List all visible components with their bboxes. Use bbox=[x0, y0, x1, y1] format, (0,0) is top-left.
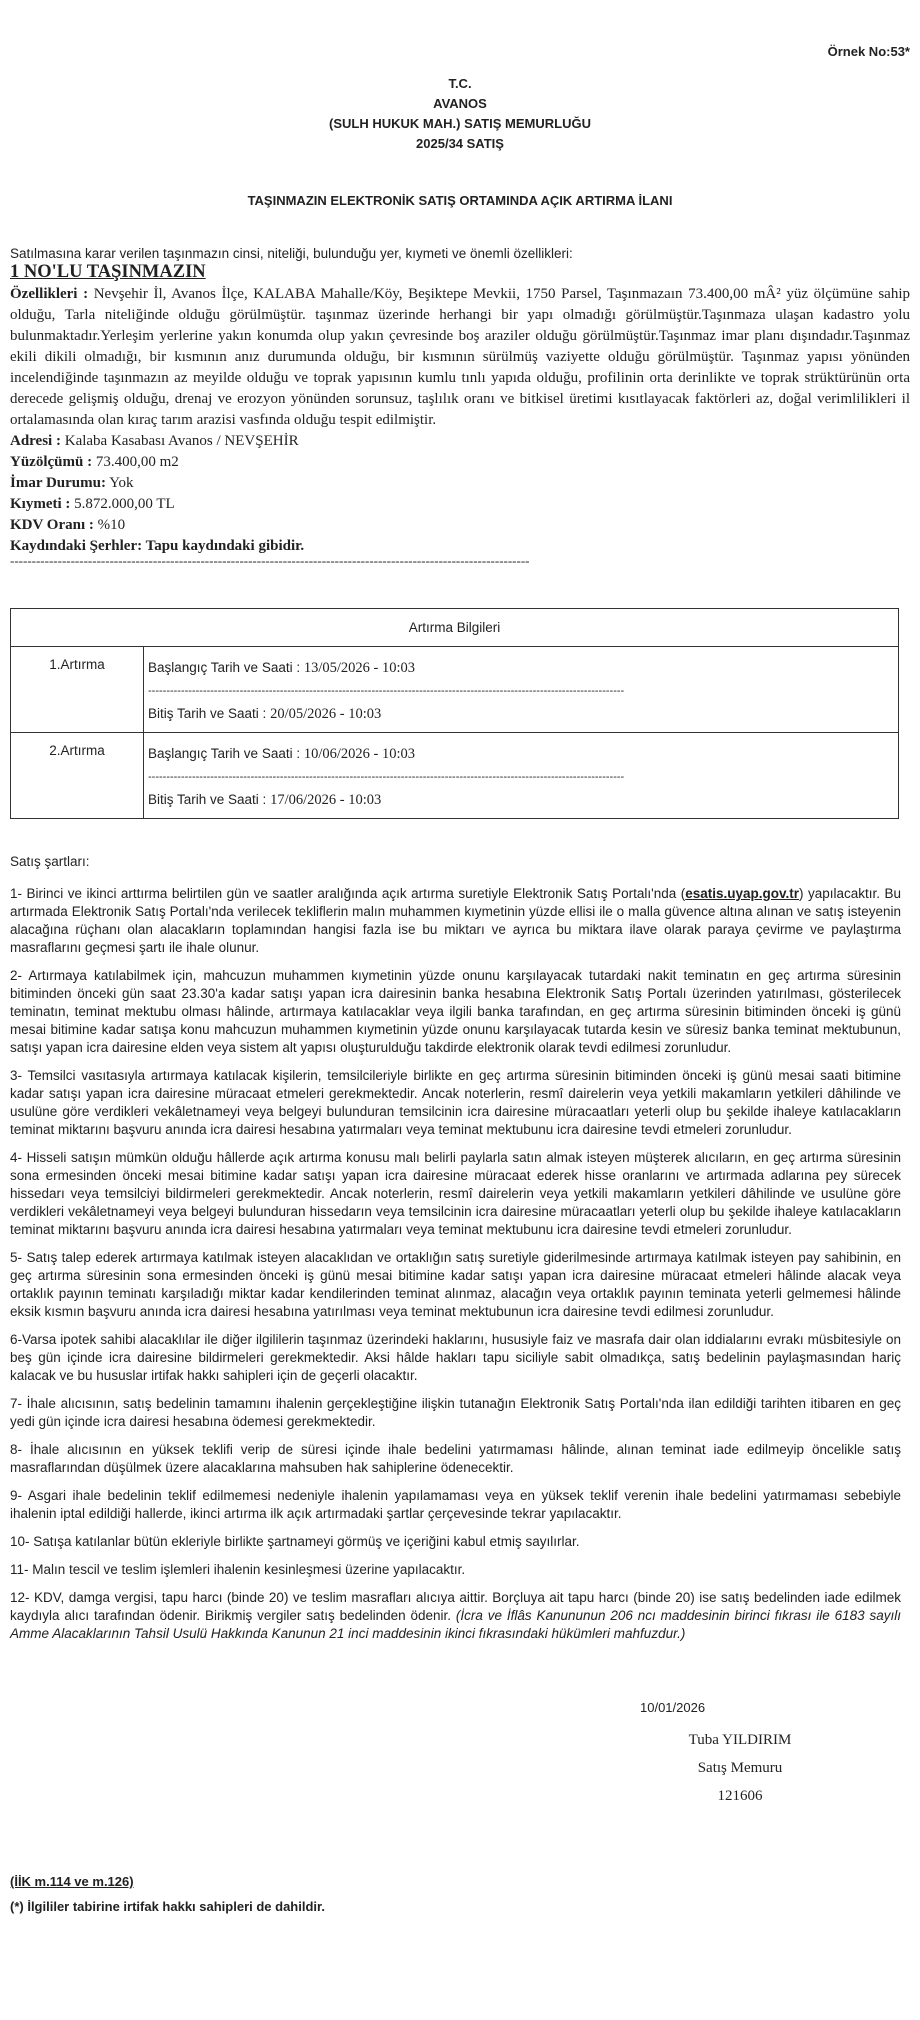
property-details bbox=[10, 284, 910, 557]
property-zoning: İmar Durumu: Yok bbox=[10, 475, 134, 491]
property-features: Özellikleri : Nevşehir İl, Avanos İlçe, KALABA Mahalle/Köy, Beşiktepe Mevkii, 1750 Parsel, Taşınmazaın 73.400,00 mÂ² yüz ölçümüne sahip olduğu, Tarla niteliğinde olduğu görülmüştür. taşınmaz üzerinde herhangi bir yapı olmadığı görülmüştür.Taşınmaza ulaşan kadastro yolu bulunmaktadır.Yerleşim yerlerine yakın konumda olup yakın çevresinde boş araziler olduğu görülmüştür.Taşınmaz imar planı dışındadır.Taşınmaz ekili dikili olmadığı, bir kısmının anız durumunda olduğu, bir kısmının sürülmüş vaziyette olduğu görülmüştür. Taşınmaz yapısı yönünden incelendiğinde taşınmazın az meyilde olduğu ve toprak yapısının kumlu tınlı yapıda olduğu, profilinin orta derinlikte ve toprak strüktürünün orta derecede gelişmiş olduğu, drenaj ve erozyon yönünden sorunsuz, taşlılık oranı ve bitkisel üretimi kısıtlayacak faktörleri az, doğal verimlilikleri il ortalamasında olan kıraç tarım arazisi vasfında olduğu tespit edilmiştir. bbox=[10, 286, 911, 428]
intro-text: Satılmasına karar verilen taşınmazın cinsi, niteliği, bulunduğu yer, kıymeti ve önemli özellikleri: bbox=[10, 246, 573, 261]
term-6: 6-Varsa ipotek sahibi alacaklılar ile diğer ilgililerin taşınmaz üzerindeki haklarını, hususiyle faiz ve masrafa dair olan iddialarını evrakı müsbitesiyle on beş gün içinde icra dairesine bildirmeleri gerekmektedir. Aksi hâlde hakları tapu siciliyle sabit olmadıkça, satış bedelinin paylaşmasından hariç kalacak ve bu hususlar irtifak hakkı sahipleri için de geçerli olacaktır. bbox=[10, 1332, 901, 1383]
document-header bbox=[10, 74, 910, 154]
auction-row bbox=[11, 647, 899, 733]
auction-end: 20/05/2026 - 10:03 bbox=[270, 706, 382, 722]
footer-note: (*) İlgililer tabirine irtifak hakkı sahipleri de dahildir. bbox=[10, 1899, 325, 1914]
auction-separator: ---------------------------------------------------------------------------------------------------------------------------------- bbox=[148, 685, 625, 697]
terms-heading: Satış şartları: bbox=[10, 854, 90, 869]
auction-table bbox=[10, 608, 899, 819]
auction-dates: Başlangıç Tarih ve Saati : 13/05/2026 - 10:03 ---------------------------------------------------------------------------------------------------------------------------------- Bitiş Tarih ve Saati : 20/05/2026 - 10:03 bbox=[144, 647, 899, 733]
header-tc: T.C. bbox=[448, 76, 472, 91]
section-divider: ------------------------------------------------------------------------------------------------------------------------ bbox=[10, 553, 530, 568]
auction-label: 1.Artırma bbox=[11, 647, 144, 733]
header-office: (SULH HUKUK MAH.) SATIŞ MEMURLUĞU bbox=[329, 116, 591, 131]
auction-end: 17/06/2026 - 10:03 bbox=[270, 792, 382, 808]
property-address: Adresi : Kalaba Kasabası Avanos / NEVŞEHİR bbox=[10, 433, 299, 449]
term-9: 9- Asgari ihale bedelinin teklif edilmemesi nedeniyle ihalenin yapılamaması veya en yüksek teklif verenin ihale bedelini yatırmaması sebebiyle ihalenin iptal edildiği hallerde, ikinci artırma ilk açık artırmadaki şartlar çerçevesinde tekrar yapılacaktır. bbox=[10, 1488, 901, 1521]
auction-dates: Başlangıç Tarih ve Saati : 10/06/2026 - 10:03 ---------------------------------------------------------------------------------------------------------------------------------- Bitiş Tarih ve Saati : 17/06/2026 - 10:03 bbox=[144, 733, 899, 819]
term-11: 11- Malın tescil ve teslim işlemleri ihalenin kesinleşmesi üzerine yapılacaktır. bbox=[10, 1562, 466, 1577]
term-3: 3- Temsilci vasıtasıyla artırmaya katılacak kişilerin, temsilcileriyle birlikte en geç artırma süresinin bitiminden önceki iş günü mesai saati bitimine kadar satışı yapan icra dairesine müracaat etmeleri gerekmektedir. Ancak noterlerin, resmî dairelerin veya yetkili makamların yetkileri dâhilinde ve usulüne göre verdikleri vekâletnameyi veya belgeyi bulunduran temsilcinin icra dairesine müracaatları yeterli olup bu şekilde ihaleye katılacakların teminat miktarını başvuru anında icra dairesi hesabına yatırmaları veya teminat mektubunu icra dairesine tevdi etmeleri zorunludur. bbox=[10, 1068, 901, 1137]
signature-date: 10/01/2026 bbox=[640, 1700, 706, 1715]
signer-name: Tuba YILDIRIM bbox=[688, 1732, 792, 1748]
auction-row bbox=[11, 733, 899, 819]
term-12: 12- KDV, damga vergisi, tapu harcı (binde 20) ve teslim masrafları alıcıya aittir. Borçluya ait tapu harcı (binde 20) ise satış bedelinden iade edilmek kaydıyla alıcı tarafından ödenir. Birikmiş vergiler satış bedelinden ödenir. (İcra ve İflâs Kanununun 206 ncı maddesinin birinci fıkrası ile 6183 sayılı Amme Alacaklarının Tahsil Usulü Hakkında Kanunun 21 inci maddesinin ikinci fıkrasındaki hükümleri mahfuzdur.) bbox=[10, 1590, 901, 1641]
property-annotations: Kaydındaki Şerhler: Tapu kaydındaki gibidir. bbox=[10, 538, 305, 554]
term-1: 1- Birinci ve ikinci arttırma belirtilen gün ve saatler aralığında açık artırma suretiyle Elektronik Satış Portalı'nda (esatis.uyap.gov.tr) yapılacaktır. Bu artırmada Elektronik Satış Portalı'nda verilecek tekliflerin malın muhammen kıymetinin yüzde ellisi ile o malla güvence altına alınan ve satış isteyenin alacağına rüçhanı olan alacakların toplamından hangisi fazla ise bu miktarı ve ayrıca bu miktara ilave olarak paraya çevirme ve paylaştırma masraflarını geçmesi şartı ile ihale olunur. bbox=[10, 886, 901, 955]
term-5: 5- Satış talep ederek artırmaya katılmak isteyen alacaklıdan ve ortaklığın satış suretiyle giderilmesinde artırmaya katılmak isteyen pay sahibinin, en geç artırma süresinin sona ermesinden önceki iş günü mesai bitimine kadar satışı yapan icra dairesine müracaat etmeleri hâlinde alacak veya ortaklık payının teminatı karşıladığı miktar kadar kendilerinden teminat alınmaz, alacağın veya ortaklık payının teminata yeterli gelmemesi hâlinde eksik kısmın başvuru anında icra dairesi hesabına yatırılması veya teminat mektubunun icra dairesine tevdi edilmesi zorunludur. bbox=[10, 1250, 901, 1319]
signature-block bbox=[630, 1726, 850, 1810]
announcement-title: TAŞINMAZIN ELEKTRONİK SATIŞ ORTAMINDA AÇIK ARTIRMA İLANI bbox=[247, 193, 673, 208]
header-case-number: 2025/34 SATIŞ bbox=[416, 136, 504, 151]
property-value: Kıymeti : 5.872.000,00 TL bbox=[10, 496, 175, 512]
property-area: Yüzölçümü : 73.400,00 m2 bbox=[10, 454, 179, 470]
sale-terms bbox=[10, 853, 901, 1653]
term-10: 10- Satışa katılanlar bütün ekleriyle birlikte şartnameyi görmüş ve içeriğini kabul etmiş sayılırlar. bbox=[10, 1534, 580, 1549]
auction-start: 13/05/2026 - 10:03 bbox=[303, 660, 416, 676]
header-city: AVANOS bbox=[433, 96, 487, 111]
signer-number: 121606 bbox=[717, 1788, 763, 1804]
term-7: 7- İhale alıcısının, satış bedelinin tamamını ihalenin gerçekleştiğine ilişkin tutanağın Elektronik Satış Portalı'nda ilan edildiği tarihten itibaren en geç yedi gün içinde icra dairesi hesabına ödemesi gerekmektedir. bbox=[10, 1396, 901, 1429]
term-8: 8- İhale alıcısının en yüksek teklifi verip de süresi içinde ihale bedelini yatırmaması hâlinde, alınan teminat iade edilmeyip öncelikle satış masraflarından düşülmek üzere alacaklarına mahsuben hak sahiplerine ödenecektir. bbox=[10, 1442, 901, 1475]
auction-table-header: Artırma Bilgileri bbox=[11, 609, 899, 647]
auction-label: 2.Artırma bbox=[11, 733, 144, 819]
signer-title: Satış Memuru bbox=[697, 1760, 783, 1776]
property-section-title: 1 NO'LU TAŞINMAZIN bbox=[10, 262, 206, 282]
sample-number: Örnek No:53* bbox=[827, 44, 910, 59]
footer-law-reference: (İİK m.114 ve m.126) bbox=[10, 1874, 134, 1889]
esatis-link[interactable]: esatis.uyap.gov.tr bbox=[685, 886, 799, 901]
term-4: 4- Hisseli satışın mümkün olduğu hâllerde açık artırma konusu malı belirli paylarla satın almak isteyen müşterek alıcıların, en geç artırma süresinin sona ermesinden önceki mesai bitimine kadar satışı yapan icra dairesine müracaat ederek hisse oranlarını ve artırmada adlarına pey sürecek hissedarı veya temsilciyi bildirmeleri gerekmektedir. Ancak noterlerin, resmî dairelerin veya yetkili makamların yetkileri dâhilinde ve usulüne göre verdikleri vekâletnameyi veya belgeyi bulunduran hissedarın veya temsilcinin icra dairesine müracaatları yeterli olup bu şekilde ihaleye katılacakların teminat miktarını başvuru anında icra dairesi hesabına yatırmaları veya teminat mektubunu icra dairesine tevdi etmeleri zorunludur. bbox=[10, 1150, 901, 1237]
property-vat: KDV Oranı : %10 bbox=[10, 517, 126, 533]
auction-separator: ---------------------------------------------------------------------------------------------------------------------------------- bbox=[148, 771, 625, 783]
auction-start: 10/06/2026 - 10:03 bbox=[303, 746, 416, 762]
term-2: 2- Artırmaya katılabilmek için, mahcuzun muhammen kıymetinin yüzde onunu karşılayacak tutardaki nakit teminatın en geç artırma süresinin bitiminden önceki gün saat 23.30'a kadar satışı yapan icra dairesinin banka hesabına Elektronik Satış Portalı üzerinden yatırılması, gösterilecek teminatın, teminat mektubu olması hâlinde, artırmaya katılacaklar veya ilgili banka tarafından, en geç artırma süresinin bitiminden önceki iş günü mesai bitimine kadar satışa konu mahcuzun muhammen kıymetinin yüzde onunu karşılayacak tutarda kesin ve süresiz banka teminat mektubunun, satışı yapan icra dairesine elden veya sistem alt yapısı oluşturulduğu takdirde elektronik olarak tevdi edilmesi zorunludur. bbox=[10, 968, 901, 1055]
